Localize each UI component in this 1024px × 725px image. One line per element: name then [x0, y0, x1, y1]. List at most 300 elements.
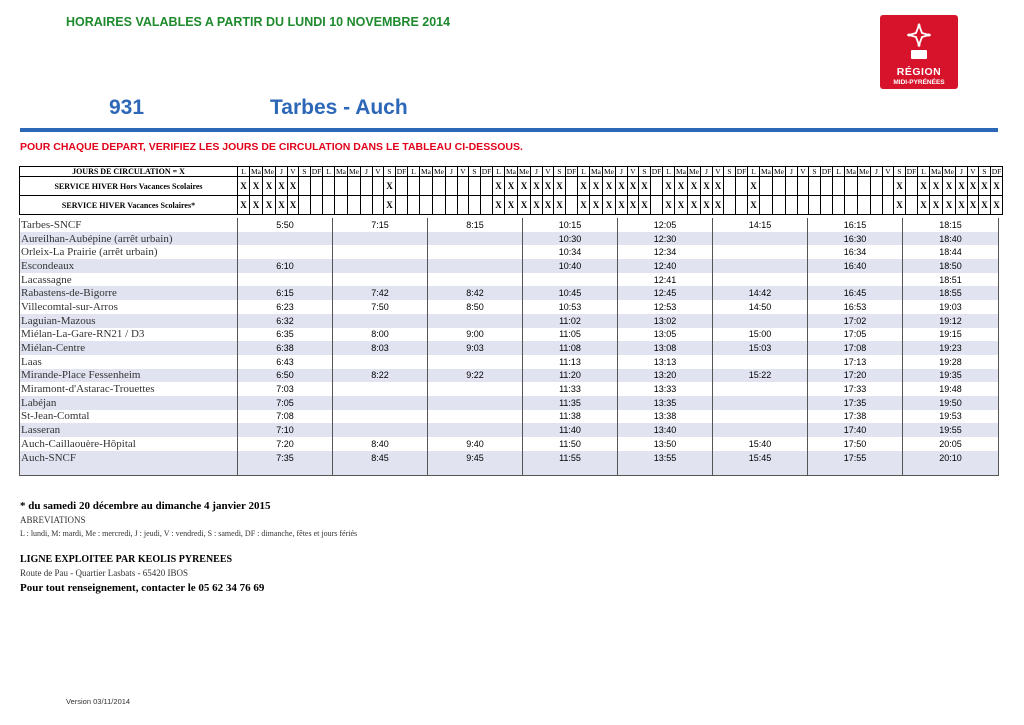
day-mark: [408, 196, 420, 215]
days-header-label: JOURS DE CIRCULATION = X: [20, 167, 238, 177]
day-mark: X: [968, 177, 979, 196]
logo-midi-pyrenees-text: MIDI-PYRÉNÉES: [893, 79, 945, 86]
departure-time: 17:33: [808, 382, 903, 396]
departure-time: 17:38: [808, 410, 903, 424]
day-mark: X: [616, 196, 628, 215]
departure-time: 12:41: [618, 273, 713, 287]
departure-time: 10:40: [523, 259, 618, 273]
stop-row: [20, 369, 999, 383]
departure-time: 15:40: [713, 437, 808, 451]
day-mark: [773, 177, 786, 196]
day-mark: X: [663, 196, 675, 215]
day-mark: [736, 177, 748, 196]
stop-name: Villecomtal-sur-Arros: [20, 300, 238, 314]
stop-name: Laas: [20, 355, 238, 369]
school-holiday-footnote: * du samedi 20 décembre au dimanche 4 janvier 2015: [20, 500, 271, 512]
day-mark: [845, 177, 858, 196]
departure-time: 10:30: [523, 232, 618, 246]
departure-time: 8:00: [333, 328, 428, 342]
day-mark: X: [663, 177, 675, 196]
departure-time: [333, 396, 428, 410]
departure-time: [428, 245, 523, 259]
departure-time: 13:13: [618, 355, 713, 369]
stop-row: [20, 245, 999, 259]
day-mark: X: [554, 196, 566, 215]
day-mark: X: [603, 177, 616, 196]
departure-time: 7:10: [238, 423, 333, 437]
day-mark: [420, 177, 433, 196]
stop-name: Miélan-La-Gare-RN21 / D3: [20, 328, 238, 342]
day-mark: [906, 177, 918, 196]
day-mark: X: [590, 196, 603, 215]
departure-time: 19:03: [903, 300, 999, 314]
day-mark: X: [991, 196, 1003, 215]
departure-time: 7:50: [333, 300, 428, 314]
departure-time: 14:15: [713, 218, 808, 232]
day-abbrev: L: [323, 167, 335, 177]
day-mark: [373, 196, 384, 215]
departure-time: 16:34: [808, 245, 903, 259]
day-abbrev: S: [809, 167, 821, 177]
departure-time: 10:15: [523, 218, 618, 232]
stop-row: [20, 273, 999, 287]
day-mark: X: [639, 177, 651, 196]
day-mark: X: [701, 177, 713, 196]
departure-time: [808, 273, 903, 287]
day-abbrev: V: [628, 167, 639, 177]
departure-time: 11:35: [523, 396, 618, 410]
day-abbrev: L: [748, 167, 760, 177]
document-version: Version 03/11/2014: [66, 697, 131, 706]
departure-time: [333, 423, 428, 437]
departure-time: 11:38: [523, 410, 618, 424]
day-mark: [446, 177, 458, 196]
departure-time: 17:13: [808, 355, 903, 369]
departure-time: 11:13: [523, 355, 618, 369]
stop-row: [20, 341, 999, 355]
day-mark: X: [493, 196, 505, 215]
day-mark: [845, 196, 858, 215]
departure-time: 8:03: [333, 341, 428, 355]
stop-row: [20, 410, 999, 424]
departure-time: [238, 273, 333, 287]
day-mark: [566, 177, 578, 196]
departure-time: 12:40: [618, 259, 713, 273]
day-mark: [299, 177, 311, 196]
day-mark: [311, 196, 323, 215]
departure-time: [428, 314, 523, 328]
day-mark: [760, 177, 773, 196]
day-abbrev: L: [238, 167, 250, 177]
stop-name: Auch-SNCF: [20, 451, 238, 465]
day-mark: [396, 196, 408, 215]
departure-time: 19:15: [903, 328, 999, 342]
departure-time: 9:45: [428, 451, 523, 465]
day-mark: [481, 196, 493, 215]
day-abbrev: V: [798, 167, 809, 177]
day-mark: [420, 196, 433, 215]
stop-name: Aureilhan-Aubépine (arrêt urbain): [20, 232, 238, 246]
departure-time: 7:20: [238, 437, 333, 451]
departure-time: 5:50: [238, 218, 333, 232]
stop-row: [20, 314, 999, 328]
day-abbrev: DF: [906, 167, 917, 176]
day-mark: X: [991, 177, 1003, 196]
departure-time: [333, 355, 428, 369]
day-mark: X: [979, 177, 991, 196]
stop-name: Miélan-Centre: [20, 341, 238, 355]
day-mark: X: [505, 196, 518, 215]
day-mark: X: [639, 196, 651, 215]
departure-time: 10:34: [523, 245, 618, 259]
line-number: 931: [109, 96, 145, 119]
day-mark: X: [930, 196, 943, 215]
day-abbrev: Ma: [421, 167, 431, 176]
day-mark: X: [713, 196, 724, 215]
departure-time: [713, 382, 808, 396]
logo-region-text: RÉGION: [896, 66, 942, 78]
day-abbrev: V: [458, 167, 469, 177]
departure-time: 19:35: [903, 369, 999, 383]
stop-name: Lacassagne: [20, 273, 238, 287]
day-abbrev: Me: [689, 167, 699, 176]
day-mark: X: [578, 177, 590, 196]
departure-time: 13:35: [618, 396, 713, 410]
departure-time: 11:55: [523, 451, 618, 465]
departure-time: [428, 232, 523, 246]
departure-time: 8:45: [333, 451, 428, 465]
day-abbrev: Ma: [591, 167, 601, 176]
day-mark: [651, 196, 663, 215]
departure-time: 19:12: [903, 314, 999, 328]
departure-time: 11:33: [523, 382, 618, 396]
departure-time: 6:23: [238, 300, 333, 314]
day-abbrev: Me: [519, 167, 529, 176]
day-mark: [396, 177, 408, 196]
day-mark: [786, 177, 798, 196]
departure-time: [333, 314, 428, 328]
stop-row: [20, 300, 999, 314]
departure-time: 7:03: [238, 382, 333, 396]
day-abbrev: S: [979, 167, 991, 177]
day-abbrev: Me: [859, 167, 869, 176]
day-abbrev: S: [894, 167, 906, 177]
departure-time: 20:10: [903, 451, 999, 465]
service-label: SERVICE HIVER Vacances Scolaires*: [20, 196, 238, 215]
departure-time: 13:33: [618, 382, 713, 396]
day-mark: X: [578, 196, 590, 215]
departure-time: 19:50: [903, 396, 999, 410]
day-abbrev: Me: [434, 167, 444, 176]
day-mark: [773, 196, 786, 215]
day-mark: X: [675, 196, 688, 215]
day-mark: [348, 196, 361, 215]
departure-time: [428, 410, 523, 424]
departure-time: 10:45: [523, 286, 618, 300]
stop-name: Lasseran: [20, 423, 238, 437]
day-mark: [335, 177, 348, 196]
day-abbrev: J: [786, 167, 798, 177]
day-abbrev: V: [373, 167, 384, 177]
departure-time: 11:40: [523, 423, 618, 437]
departure-time: [713, 232, 808, 246]
day-mark: X: [250, 196, 263, 215]
day-abbrev: S: [639, 167, 651, 177]
departure-time: 13:40: [618, 423, 713, 437]
departure-time: 13:08: [618, 341, 713, 355]
day-abbrev: L: [833, 167, 845, 177]
day-mark: [335, 196, 348, 215]
day-abbrev: J: [531, 167, 543, 177]
day-mark: [833, 177, 845, 196]
departure-time: 17:08: [808, 341, 903, 355]
day-abbrev: Me: [604, 167, 614, 176]
day-mark: X: [956, 177, 968, 196]
departure-time: 6:10: [238, 259, 333, 273]
departure-time: [333, 232, 428, 246]
departure-time: 7:42: [333, 286, 428, 300]
stop-name: Auch-Caillaouère-Hôpital: [20, 437, 238, 451]
departure-time: [713, 273, 808, 287]
departure-time: [333, 245, 428, 259]
day-mark: X: [979, 196, 991, 215]
day-abbrev: DF: [651, 167, 662, 176]
day-abbrev: Me: [774, 167, 784, 176]
contact-phone: Pour tout renseignement, contacter le 05 62 34 76 69: [20, 582, 265, 594]
day-mark: [651, 177, 663, 196]
day-abbrev: J: [276, 167, 288, 177]
stop-row: [20, 396, 999, 410]
day-mark: [566, 196, 578, 215]
title-divider: [20, 128, 998, 132]
day-abbrev: V: [883, 167, 894, 177]
day-mark: X: [748, 196, 760, 215]
day-mark: [724, 196, 736, 215]
departure-time: 8:15: [428, 218, 523, 232]
departure-time: 7:15: [333, 218, 428, 232]
departure-time: [238, 245, 333, 259]
departure-time: [713, 245, 808, 259]
day-mark: X: [263, 177, 276, 196]
day-mark: X: [943, 177, 956, 196]
departure-time: 6:35: [238, 328, 333, 342]
day-mark: [809, 196, 821, 215]
departure-time: [428, 382, 523, 396]
day-mark: X: [918, 196, 930, 215]
departure-time: 16:30: [808, 232, 903, 246]
occitan-cross-icon: [907, 23, 931, 61]
day-mark: [724, 177, 736, 196]
departure-time: 6:15: [238, 286, 333, 300]
stop-name: Rabastens-de-Bigorre: [20, 286, 238, 300]
stop-name: Mirande-Place Fessenheim: [20, 369, 238, 383]
day-mark: X: [968, 196, 979, 215]
departure-time: 17:40: [808, 423, 903, 437]
day-abbrev: J: [956, 167, 968, 177]
stop-name: Escondeaux: [20, 259, 238, 273]
day-abbrev: DF: [566, 167, 577, 176]
departure-time: 7:08: [238, 410, 333, 424]
departure-time: 15:45: [713, 451, 808, 465]
day-mark: [736, 196, 748, 215]
day-mark: X: [918, 177, 930, 196]
day-mark: X: [748, 177, 760, 196]
departure-time: [428, 259, 523, 273]
stop-name: Tarbes-SNCF: [20, 218, 238, 232]
departure-time: [428, 396, 523, 410]
departure-time: 13:38: [618, 410, 713, 424]
departure-time: [713, 355, 808, 369]
day-mark: [373, 177, 384, 196]
departure-time: [333, 382, 428, 396]
day-mark: X: [276, 177, 288, 196]
day-mark: X: [675, 177, 688, 196]
day-abbrev: L: [408, 167, 420, 177]
day-mark: [883, 177, 894, 196]
stop-name: Orleix-La Prairie (arrêt urbain): [20, 245, 238, 259]
day-mark: [408, 177, 420, 196]
day-mark: [821, 177, 833, 196]
day-abbrev: S: [554, 167, 566, 177]
departure-time: 18:44: [903, 245, 999, 259]
day-abbrev: V: [543, 167, 554, 177]
operator-address: Route de Pau - Quartier Lasbats - 65420 IBOS: [20, 568, 188, 578]
stop-name: St-Jean-Comtal: [20, 410, 238, 424]
day-mark: [469, 177, 481, 196]
day-mark: [458, 177, 469, 196]
day-mark: [798, 177, 809, 196]
day-mark: X: [531, 177, 543, 196]
departure-time: 16:40: [808, 259, 903, 273]
day-mark: X: [628, 177, 639, 196]
departure-time: [713, 423, 808, 437]
departure-time: 18:50: [903, 259, 999, 273]
validity-notice: HORAIRES VALABLES A PARTIR DU LUNDI 10 NOVEMBRE 2014: [66, 15, 451, 29]
departure-time: 8:42: [428, 286, 523, 300]
departure-time: [713, 314, 808, 328]
day-mark: X: [554, 177, 566, 196]
stop-row: [20, 232, 999, 246]
day-abbrev: DF: [991, 167, 1002, 176]
departure-time: 14:50: [713, 300, 808, 314]
day-abbrev: Me: [944, 167, 954, 176]
departure-time: 19:48: [903, 382, 999, 396]
abbreviations-title: ABREVIATIONS: [20, 515, 86, 525]
day-mark: [361, 177, 373, 196]
timetable: [19, 218, 999, 476]
departure-time: 16:45: [808, 286, 903, 300]
departure-time: 11:20: [523, 369, 618, 383]
service-row: [20, 196, 1003, 215]
day-abbrev: Ma: [676, 167, 686, 176]
departure-time: 17:35: [808, 396, 903, 410]
departure-time: 12:45: [618, 286, 713, 300]
day-mark: [786, 196, 798, 215]
departure-time: 16:53: [808, 300, 903, 314]
departure-time: 8:22: [333, 369, 428, 383]
departure-time: 9:40: [428, 437, 523, 451]
departure-time: 13:02: [618, 314, 713, 328]
departure-time: 11:50: [523, 437, 618, 451]
day-mark: X: [713, 177, 724, 196]
departure-time: 7:35: [238, 451, 333, 465]
day-mark: X: [238, 196, 250, 215]
day-mark: X: [250, 177, 263, 196]
stop-name: Labéjan: [20, 396, 238, 410]
departure-time: 6:32: [238, 314, 333, 328]
day-abbrev: L: [663, 167, 675, 177]
route-title: Tarbes - Auch: [270, 96, 408, 119]
departure-time: 17:50: [808, 437, 903, 451]
day-mark: [858, 177, 871, 196]
abbreviations-text: L : lundi, M: mardi, Me : mercredi, J : jeudi, V : vendredi, S : samedi, DF : dimanche, fêtes et jours fériés: [20, 529, 358, 538]
departure-time: 19:23: [903, 341, 999, 355]
stop-row: [20, 423, 999, 437]
departure-time: [523, 273, 618, 287]
day-mark: [871, 177, 883, 196]
departure-time: [713, 410, 808, 424]
departure-time: 15:03: [713, 341, 808, 355]
departure-time: 12:34: [618, 245, 713, 259]
day-mark: [883, 196, 894, 215]
departure-time: 18:55: [903, 286, 999, 300]
day-mark: X: [894, 196, 906, 215]
day-mark: [833, 196, 845, 215]
stop-row: [20, 218, 999, 232]
day-abbrev: Me: [264, 167, 274, 176]
departure-time: 9:00: [428, 328, 523, 342]
day-mark: X: [628, 196, 639, 215]
day-mark: [433, 196, 446, 215]
day-abbrev: J: [701, 167, 713, 177]
day-mark: X: [493, 177, 505, 196]
day-mark: X: [701, 196, 713, 215]
departure-time: [428, 355, 523, 369]
day-mark: [906, 196, 918, 215]
day-abbrev: L: [493, 167, 505, 177]
day-abbrev: Ma: [506, 167, 516, 176]
day-abbrev: J: [446, 167, 458, 177]
region-logo: [880, 15, 958, 89]
day-mark: [871, 196, 883, 215]
stop-row: [20, 355, 999, 369]
day-abbrev: S: [384, 167, 396, 177]
departure-time: 18:15: [903, 218, 999, 232]
departure-time: 12:30: [618, 232, 713, 246]
table-end-row: [20, 464, 999, 476]
day-abbrev: J: [361, 167, 373, 177]
day-mark: [858, 196, 871, 215]
departure-time: 11:02: [523, 314, 618, 328]
departure-time: 6:43: [238, 355, 333, 369]
day-abbrev: Ma: [761, 167, 771, 176]
day-mark: X: [688, 196, 701, 215]
departure-time: 7:05: [238, 396, 333, 410]
departure-time: 9:03: [428, 341, 523, 355]
departure-time: 20:05: [903, 437, 999, 451]
day-mark: X: [943, 196, 956, 215]
day-mark: [469, 196, 481, 215]
day-mark: X: [616, 177, 628, 196]
day-mark: [458, 196, 469, 215]
day-mark: [348, 177, 361, 196]
day-abbrev: Ma: [846, 167, 856, 176]
day-abbrev: DF: [736, 167, 747, 176]
day-mark: X: [518, 177, 531, 196]
departure-time: [713, 259, 808, 273]
departure-time: 15:22: [713, 369, 808, 383]
departure-time: 15:00: [713, 328, 808, 342]
